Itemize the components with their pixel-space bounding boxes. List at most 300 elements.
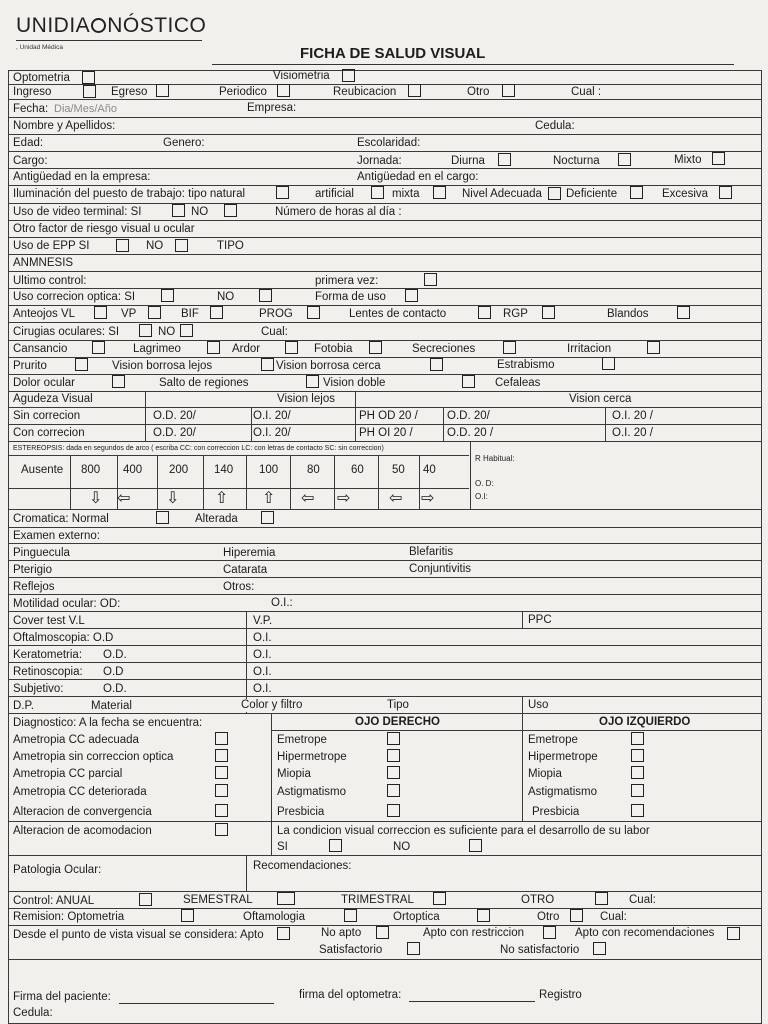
reubicacion-label: Reubicacion (333, 86, 397, 98)
row-exam-reason (8, 85, 762, 100)
od-diag-checkbox[interactable] (387, 749, 400, 762)
sub-od-label: O.D. (103, 683, 127, 695)
trimestral-label: TRIMESTRAL (341, 894, 414, 906)
stereo-value[interactable]: 400 (123, 464, 143, 476)
video-label: Uso de video terminal: SI (13, 206, 142, 218)
condicion-si-checkbox[interactable] (329, 839, 342, 852)
periodico-checkbox[interactable] (277, 84, 290, 97)
od-diag-label: Emetrope (277, 734, 327, 746)
left-arrow-icon: ⇦ (389, 490, 403, 507)
rem-cual-label: Cual: (600, 911, 627, 923)
row-ophthalmoscopy (8, 629, 762, 646)
od-diag-checkbox[interactable] (387, 766, 400, 779)
otro-label: Otro (467, 86, 490, 98)
oi-diag-checkbox[interactable] (631, 784, 644, 797)
firma-cedula-label: Cedula: (13, 1007, 53, 1019)
ingreso-checkbox[interactable] (83, 85, 96, 98)
diag-left-label: Ametropia CC parcial (13, 768, 123, 780)
otro-checkbox[interactable] (502, 84, 515, 97)
row-referral (8, 909, 762, 926)
cedula-label: Cedula: (535, 120, 575, 132)
anteojos-label: Anteojos VL (13, 308, 76, 320)
jornada-label: Jornada: (357, 155, 402, 167)
logo: UNIDIA NÓSTICO (16, 14, 207, 37)
prog-checkbox[interactable] (307, 306, 320, 319)
alterada-label: Alterada (195, 513, 238, 525)
ret-od-label: O.D (103, 666, 124, 678)
doble-checkbox[interactable] (462, 375, 475, 388)
optometria-checkbox[interactable] (82, 71, 95, 84)
ortoptica-checkbox[interactable] (477, 909, 490, 922)
row-exam-type (8, 70, 762, 85)
no-satisfactorio-label: No satisfactorio (500, 944, 580, 956)
nocturna-label: Nocturna (553, 155, 600, 167)
edad-label: Edad: (13, 137, 44, 149)
sin-oi-label[interactable]: O.I. 20/ (253, 410, 291, 422)
primera-label: primera vez: (315, 275, 379, 287)
agudeza-heading: Agudeza Visual (13, 393, 93, 405)
ojo-derecho-heading: OJO DERECHO (355, 716, 440, 728)
oft-oi-label: O.I. (253, 632, 272, 644)
no-apto-label: No apto (321, 927, 362, 939)
diagnosis-table (8, 714, 762, 822)
row-symptoms-2 (8, 358, 762, 375)
blandos-checkbox[interactable] (677, 306, 690, 319)
vl-checkbox[interactable] (94, 306, 107, 319)
rem-optometria-checkbox[interactable] (181, 909, 194, 922)
ph-oi-label[interactable]: PH OI 20 / (359, 427, 413, 439)
row-symptoms-3 (8, 375, 762, 392)
row-motility (8, 595, 762, 612)
ultimo-label: Ultimo control: (13, 275, 87, 287)
vision-cerca-checkbox[interactable] (430, 358, 443, 371)
motilidad-label: Motilidad ocular: OD: (13, 598, 121, 610)
oi-diag-label: Miopia (528, 768, 562, 780)
row-subjective (8, 680, 762, 697)
row-accommodation (8, 822, 762, 856)
prurito-checkbox[interactable] (75, 358, 88, 371)
mixta-label: mixta (392, 188, 420, 200)
motilidad-oi-label: O.I.: (271, 597, 293, 609)
oi-diag-label: Hipermetrope (528, 751, 598, 763)
visiometria-checkbox[interactable] (342, 69, 355, 82)
trimestral-checkbox[interactable] (433, 892, 446, 905)
apto-recomend-label: Apto con recomendaciones (575, 927, 715, 939)
acomodacion-label: Alteracion de acomodacion (13, 825, 152, 837)
stereo-value[interactable]: 200 (169, 464, 189, 476)
stereo-value[interactable]: 50 (392, 464, 405, 476)
condicion-no-checkbox[interactable] (469, 839, 482, 852)
row-symptoms-1 (8, 341, 762, 358)
escolaridad-label: Escolaridad: (357, 137, 421, 149)
rem-otro-checkbox[interactable] (570, 909, 583, 922)
otros-label: Otros: (223, 581, 255, 593)
visual-health-form (8, 10, 762, 1019)
satisfactorio-checkbox[interactable] (407, 942, 420, 955)
oi-diag-checkbox[interactable] (631, 749, 644, 762)
color-filtro-label: Color y filtro (241, 699, 303, 711)
horas-label: Número de horas al día : (275, 206, 402, 218)
mixto-checkbox[interactable] (712, 152, 725, 165)
secreciones-checkbox[interactable] (503, 341, 516, 354)
sin-correcion-label: Sin correcion (13, 410, 81, 422)
row-epp (8, 238, 762, 255)
od-diag-checkbox[interactable] (387, 804, 400, 817)
diagnostico-heading: Diagnostico: A la fecha se encuentra: (13, 717, 203, 729)
row-lighting (8, 186, 762, 204)
epp-label: Uso de EPP SI (13, 240, 90, 252)
cual-label: Cual : (571, 86, 602, 98)
oi-diag-label: Presbicia (532, 806, 580, 818)
cansancio-label: Cansancio (13, 343, 68, 355)
reubicacion-checkbox[interactable] (408, 84, 421, 97)
apto-recomend-checkbox[interactable] (727, 927, 740, 940)
sin-cerca-oi-label[interactable]: O.I. 20 / (612, 410, 653, 422)
doble-label: Vision doble (323, 377, 386, 389)
salto-label: Salto de regiones (159, 377, 249, 389)
oi-diag-checkbox[interactable] (631, 804, 644, 817)
lentes-checkbox[interactable] (478, 306, 491, 319)
video-si-checkbox[interactable] (172, 204, 185, 217)
ausente-label[interactable]: Ausente (21, 464, 64, 476)
up-arrow-icon: ⇧ (262, 490, 276, 507)
excesiva-checkbox[interactable] (719, 186, 732, 199)
uso-corr-no-checkbox[interactable] (259, 289, 272, 302)
diag-left-checkbox[interactable] (215, 732, 228, 745)
row-dp (8, 697, 762, 714)
anmnesis-heading: ANMNESIS (13, 257, 74, 269)
video-no-checkbox[interactable] (224, 204, 237, 217)
deficiente-checkbox[interactable] (630, 186, 643, 199)
oftalmologia-label: Oftamologia (243, 911, 306, 923)
rem-otro-label: Otro (537, 911, 560, 923)
sin-cerca-od-label[interactable]: O.D. 20/ (447, 410, 490, 422)
firma-optometra-line[interactable] (409, 1001, 535, 1002)
apto-restriccion-checkbox[interactable] (543, 926, 556, 939)
nivel-label: Nivel Adecuada (462, 188, 542, 200)
row-keratometry (8, 646, 762, 663)
row-control (8, 892, 762, 909)
stereo-value[interactable]: 80 (307, 464, 320, 476)
semestral-checkbox[interactable] (277, 892, 295, 905)
rhab-od-label: O. D: (475, 479, 494, 488)
irritacion-checkbox[interactable] (647, 341, 660, 354)
hiperemia-label: Hiperemia (223, 547, 276, 559)
ant-empresa-label: Antigüedad en la empresa: (13, 171, 151, 183)
ardor-checkbox[interactable] (285, 341, 298, 354)
row-lenses (8, 306, 762, 323)
row-pathology (8, 856, 762, 892)
con-cerca-oi-label[interactable]: O.I. 20 / (612, 427, 653, 439)
epp-no-checkbox[interactable] (175, 239, 188, 252)
row-fitness (8, 926, 762, 960)
deficiente-label: Deficiente (566, 188, 618, 200)
no-apto-checkbox[interactable] (376, 926, 389, 939)
nocturna-checkbox[interactable] (618, 153, 631, 166)
ingreso-label: Ingreso (13, 86, 52, 98)
condicion-label: La condicion visual correccion es suficiente para el desarrollo de su labor (277, 825, 650, 837)
stereo-value[interactable]: 100 (259, 464, 279, 476)
uso-corr-si-checkbox[interactable] (161, 289, 174, 302)
left-arrow-icon: ⇦ (117, 490, 131, 507)
od-diag-label: Miopia (277, 768, 311, 780)
cargo-label: Cargo: (13, 155, 48, 167)
firma-paciente-label: Firma del paciente: (13, 991, 111, 1003)
mixto-label: Mixto (674, 154, 702, 166)
epp-si-checkbox[interactable] (116, 239, 129, 252)
material-label: Material (91, 700, 132, 712)
fecha-placeholder[interactable]: Dia/Mes/Año (54, 103, 117, 115)
alterada-checkbox[interactable] (261, 511, 274, 524)
epp-no-label: NO (146, 240, 164, 252)
stereopsis-table (8, 442, 762, 510)
oi-diag-label: Astigmatismo (528, 786, 598, 798)
vp-checkbox[interactable] (148, 306, 161, 319)
examen-externo-label: Examen externo: (13, 530, 100, 542)
od-diag-label: Presbicia (277, 806, 325, 818)
con-od-label[interactable]: O.D. 20/ (153, 427, 196, 439)
right-arrow-icon: ⇨ (337, 490, 351, 507)
row-other-risk (8, 221, 762, 238)
tipo-dp-label: Tipo (387, 699, 409, 711)
condicion-si-label: SI (277, 841, 288, 853)
control-otro-checkbox[interactable] (595, 892, 608, 905)
vision-lejos-heading: Vision lejos (277, 393, 335, 405)
empresa-label: Empresa: (247, 102, 297, 114)
pterigio-label: Pterigio (13, 564, 52, 576)
blandos-label: Blandos (607, 308, 649, 320)
blefaritis-label: Blefaritis (409, 546, 454, 558)
con-correcion-label: Con correcion (13, 427, 85, 439)
diag-left-checkbox[interactable] (215, 784, 228, 797)
cirugias-no-label: NO (158, 326, 176, 338)
diurna-label: Diurna (451, 155, 485, 167)
row-seniority (8, 169, 762, 186)
cover-label: Cover test V.L (13, 615, 85, 627)
lagrimeo-checkbox[interactable] (207, 341, 220, 354)
row-external-3 (8, 578, 762, 595)
anual-checkbox[interactable] (139, 893, 152, 906)
cansancio-checkbox[interactable] (92, 341, 105, 354)
vision-lejos-label: Vision borrosa lejos (112, 360, 213, 372)
vp-cover-label: V.P. (253, 615, 273, 627)
diurna-checkbox[interactable] (498, 153, 511, 166)
salto-checkbox[interactable] (306, 375, 319, 388)
ker-od-label: O.D. (103, 649, 127, 661)
periodico-label: Periodico (219, 86, 267, 98)
up-arrow-icon: ⇧ (215, 490, 229, 507)
optometria-label: Optometria (13, 72, 70, 84)
apto-restriccion-label: Apto con restriccion (423, 927, 524, 939)
diag-left-label: Ametropia sin correccion optica (13, 751, 174, 763)
iluminacion-label: Iluminación del puesto de trabajo: tipo natural (13, 188, 246, 200)
dolor-label: Dolor ocular (13, 377, 75, 389)
prog-label: PROG (259, 308, 293, 320)
condicion-no-label: NO (393, 841, 411, 853)
control-cual-label: Cual: (629, 894, 656, 906)
od-diag-checkbox[interactable] (387, 784, 400, 797)
oi-diag-label: Emetrope (528, 734, 578, 746)
pinguecula-label: Pinguecula (13, 547, 70, 559)
satisfactorio-label: Satisfactorio (319, 944, 383, 956)
visiometria-label: Visiometria (273, 70, 330, 82)
row-cover-test (8, 612, 762, 629)
form-title: FICHA DE SALUD VISUAL (300, 45, 486, 62)
cefaleas-label: Cefaleas (495, 377, 541, 389)
visual-acuity-table (8, 392, 762, 442)
diag-left-label: Ametropia CC adecuada (13, 734, 139, 746)
row-video (8, 204, 762, 221)
video-no-label: NO (191, 206, 209, 218)
row-last-control (8, 272, 762, 289)
ortoptica-label: Ortoptica (393, 911, 440, 923)
r-habitual-label: R Habitual: (475, 454, 515, 463)
od-diag-checkbox[interactable] (387, 732, 400, 745)
recomendaciones-label: Recomendaciones: (253, 860, 352, 872)
row-external-2 (8, 561, 762, 578)
natural-checkbox[interactable] (276, 186, 289, 199)
acomodacion-checkbox[interactable] (215, 823, 228, 836)
primera-checkbox[interactable] (424, 273, 437, 286)
left-arrow-icon: ⇦ (301, 490, 315, 507)
registro-label: Registro (539, 989, 582, 1001)
row-anmnesis (8, 255, 762, 272)
row-age (8, 135, 762, 152)
estrabismo-label: Estrabismo (497, 359, 555, 371)
sin-od-label[interactable]: O.D. 20/ (153, 410, 196, 422)
row-optical-use (8, 289, 762, 306)
uso-corr-no-label: NO (217, 291, 235, 303)
patologia-label: Patologia Ocular: (13, 864, 102, 876)
lentes-label: Lentes de contacto (349, 308, 447, 320)
forma-checkbox[interactable] (405, 289, 418, 302)
diag-left-label: Alteracion de convergencia (13, 806, 152, 818)
secreciones-label: Secreciones (412, 343, 476, 355)
dolor-checkbox[interactable] (112, 375, 125, 388)
subjetivo-label: Subjetivo: (13, 683, 64, 695)
vp-label: VP (121, 308, 137, 320)
signature-section (8, 960, 762, 1024)
oftalmoscopia-label: Oftalmoscopia: O.D (13, 632, 114, 644)
rhab-oi-label: O.I: (475, 492, 488, 501)
diag-left-checkbox[interactable] (215, 749, 228, 762)
ph-od-label[interactable]: PH OD 20 / (359, 410, 418, 422)
vision-cerca-heading: Vision cerca (569, 393, 632, 405)
egreso-checkbox[interactable] (156, 84, 169, 97)
diag-left-checkbox[interactable] (215, 766, 228, 779)
control-label: Control: ANUAL (13, 895, 95, 907)
ret-oi-label: O.I. (253, 666, 272, 678)
dp-label: D.P. (13, 700, 34, 712)
ardor-label: Ardor (232, 343, 261, 355)
stereo-value[interactable]: 40 (423, 464, 436, 476)
nivel-checkbox[interactable] (548, 187, 561, 200)
row-job (8, 152, 762, 169)
logo-subtitle: , Unidad Médica (16, 44, 63, 51)
artificial-checkbox[interactable] (371, 186, 384, 199)
remision-label: Remision: Optometria (13, 911, 125, 923)
row-retinoscopy (8, 663, 762, 680)
vision-lejos-checkbox[interactable] (261, 358, 274, 371)
con-cerca-od-label[interactable]: O.D. 20 / (447, 427, 494, 439)
rgp-label: RGP (503, 308, 528, 320)
uso-corr-label: Uso correcion optica: SI (13, 291, 136, 303)
rgp-checkbox[interactable] (542, 306, 555, 319)
irritacion-label: Irritacion (567, 343, 612, 355)
no-satisfactorio-checkbox[interactable] (593, 942, 606, 955)
cromatica-label: Cromatica: Normal (13, 513, 109, 525)
stereo-value[interactable]: 60 (351, 464, 364, 476)
genero-label: Genero: (163, 137, 205, 149)
estrabismo-checkbox[interactable] (602, 357, 615, 370)
bif-checkbox[interactable] (210, 306, 223, 319)
vision-cerca-label: Vision borrosa cerca (276, 360, 381, 372)
down-arrow-icon: ⇩ (89, 490, 103, 507)
oi-diag-checkbox[interactable] (631, 732, 644, 745)
stereo-value[interactable]: 800 (81, 464, 101, 476)
otro-factor-label: Otro factor de riesgo visual u ocular (13, 223, 195, 235)
bif-label: BIF (181, 308, 199, 320)
sub-oi-label: O.I. (253, 683, 272, 695)
firma-paciente-line[interactable] (119, 1003, 274, 1004)
apto-checkbox[interactable] (277, 927, 290, 940)
ker-oi-label: O.I. (253, 649, 272, 661)
row-surgery (8, 323, 762, 341)
od-diag-label: Hipermetrope (277, 751, 347, 763)
cromatica-normal-checkbox[interactable] (156, 511, 169, 524)
oi-diag-checkbox[interactable] (631, 766, 644, 779)
semestral-label: SEMESTRAL (183, 894, 253, 906)
con-oi-label[interactable]: O.I. 20/ (253, 427, 291, 439)
cirugias-cual-label: Cual: (261, 326, 288, 338)
ant-cargo-label: Antigüedad en el cargo: (357, 171, 479, 183)
cirugias-label: Cirugias oculares: SI (13, 326, 120, 338)
artificial-label: artificial (315, 188, 354, 200)
uso-dp-label: Uso (528, 699, 549, 711)
cirugias-no-checkbox[interactable] (180, 324, 193, 337)
prurito-label: Prurito (13, 360, 47, 372)
mixta-checkbox[interactable] (433, 186, 446, 199)
lagrimeo-label: Lagrimeo (133, 343, 181, 355)
conjuntivitis-label: Conjuntivitis (409, 563, 471, 575)
estereopsis-note: ESTEREOPSIS: dada en segundos de arco ( escriba CC: con correccion LC: con letras de contacto SC: sin correccion) (13, 445, 384, 452)
excesiva-label: Excesiva (662, 188, 709, 200)
oftalmologia-checkbox[interactable] (344, 909, 357, 922)
fotobia-checkbox[interactable] (369, 341, 382, 354)
down-arrow-icon: ⇩ (166, 490, 180, 507)
forma-label: Forma de uso (315, 291, 386, 303)
keratometria-label: Keratometria: (13, 649, 83, 661)
retinoscopia-label: Retinoscopia: (13, 666, 83, 678)
catarata-label: Catarata (223, 564, 268, 576)
control-otro-label: OTRO (521, 894, 555, 906)
apto-label: Desde el punto de vista visual se considera: Apto (13, 929, 264, 941)
cirugias-si-checkbox[interactable] (139, 324, 152, 337)
row-date-company (8, 100, 762, 118)
diag-left-checkbox[interactable] (215, 804, 228, 817)
diag-left-label: Ametropia CC deteriorada (13, 786, 147, 798)
ojo-izquierdo-heading: OJO IZQUIERDO (599, 716, 691, 728)
stereo-value[interactable]: 140 (214, 464, 234, 476)
egreso-label: Egreso (111, 86, 148, 98)
row-external-exam (8, 528, 762, 544)
row-chromatic (8, 510, 762, 528)
row-external-1 (8, 544, 762, 561)
fecha-label: Fecha: (13, 103, 49, 115)
right-arrow-icon: ⇨ (421, 490, 435, 507)
nombre-label: Nombre y Apellidos: (13, 120, 116, 132)
row-name (8, 118, 762, 135)
